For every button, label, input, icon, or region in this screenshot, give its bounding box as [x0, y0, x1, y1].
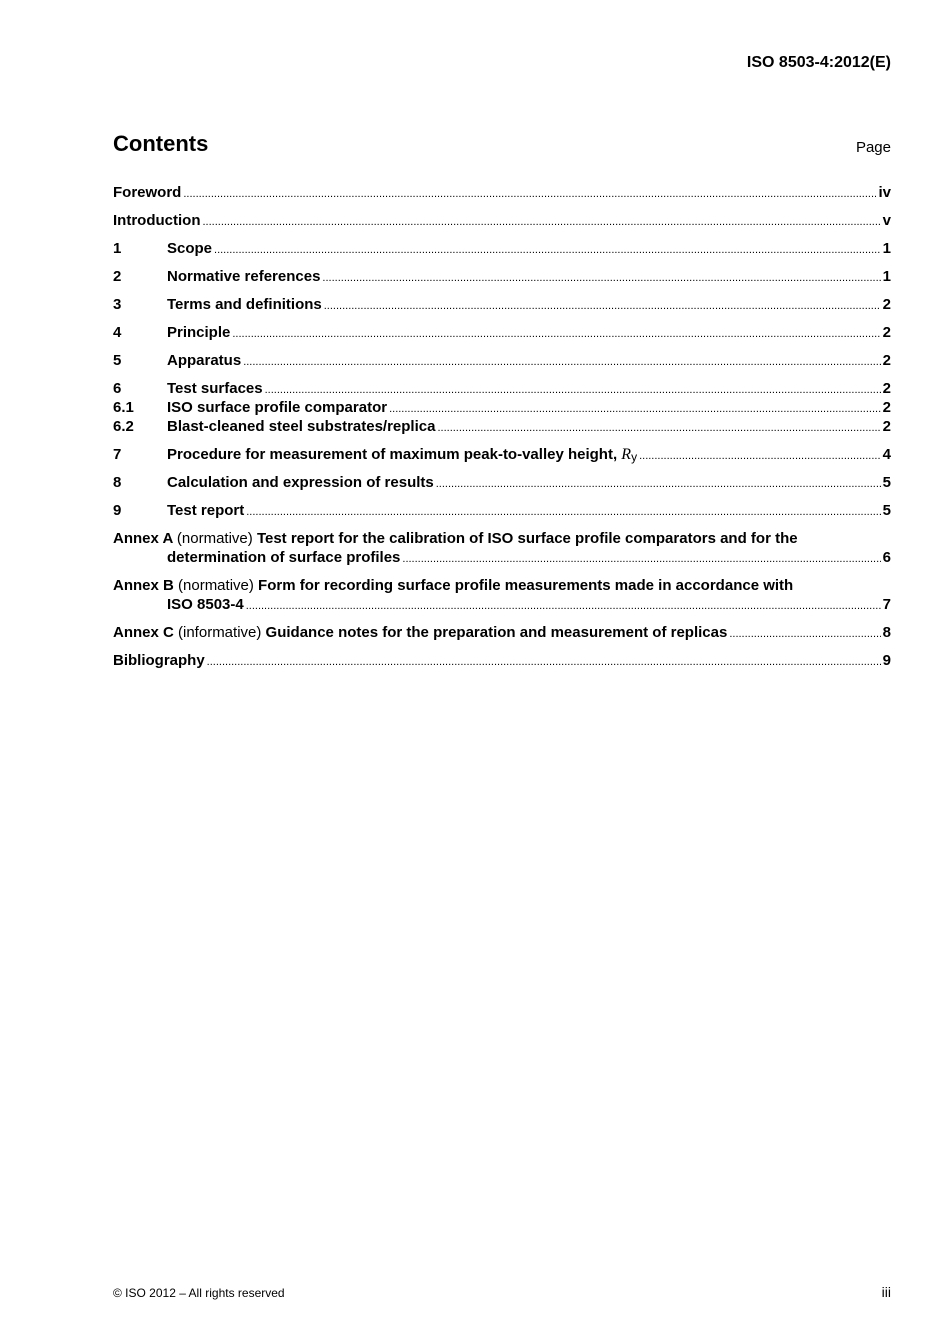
toc-number: 1: [113, 240, 122, 257]
toc-page: 8: [882, 624, 891, 641]
leader-dots: [207, 653, 881, 672]
toc-title: Introduction: [113, 212, 201, 229]
annex-title-line1: Test report for the calibration of ISO surface profile comparators and for the: [256, 530, 798, 547]
annex-a-line2: [113, 548, 891, 567]
leader-dots: [437, 419, 880, 438]
toc-entry-annex-c[interactable]: [113, 623, 891, 642]
toc-page: 7: [882, 596, 891, 613]
leader-dots: [202, 213, 880, 232]
toc-title: Scope: [167, 240, 213, 257]
toc-page: 2: [882, 296, 891, 313]
toc-number: 2: [113, 268, 122, 285]
toc-title: Blast-cleaned steel substrates/replica: [167, 418, 436, 435]
toc-title: Apparatus: [167, 352, 242, 369]
toc-title: [167, 445, 637, 467]
toc-entry-apparatus[interactable]: [113, 351, 891, 370]
footer-copyright: © ISO 2012 – All rights reserved: [113, 1286, 285, 1300]
toc-number: 6: [113, 380, 122, 397]
toc-page: 5: [882, 502, 891, 519]
leader-dots: [214, 241, 881, 260]
toc-number: 4: [113, 324, 122, 341]
annex-type: (normative): [178, 577, 254, 594]
leader-dots: [246, 503, 880, 522]
annex-a-line1: [113, 529, 891, 548]
toc-title: Bibliography: [113, 652, 205, 669]
toc-entry-annex-b[interactable]: [113, 576, 891, 614]
annex-type: (informative): [178, 624, 262, 641]
annex-label: Annex A: [113, 530, 173, 547]
table-of-contents: [113, 183, 891, 670]
toc-entry-terms-definitions[interactable]: [113, 295, 891, 314]
toc-entry-introduction[interactable]: [113, 211, 891, 230]
annex-title-line2: determination of surface profiles: [167, 549, 401, 566]
toc-page: 2: [882, 324, 891, 341]
toc-entry-normative-references[interactable]: [113, 267, 891, 286]
toc-entry-test-report[interactable]: [113, 501, 891, 520]
toc-page: 5: [882, 474, 891, 491]
toc-title: Calculation and expression of results: [167, 474, 434, 491]
leader-dots: [232, 325, 880, 344]
annex-b-line1: [113, 576, 891, 595]
toc-entry-annex-a[interactable]: [113, 529, 891, 567]
leader-dots: [183, 185, 876, 204]
annex-c-text: [113, 623, 727, 642]
toc-number: 6.1: [113, 399, 134, 416]
toc-page: 9: [882, 652, 891, 669]
contents-title: Contents: [113, 131, 209, 156]
annex-title: Guidance notes for the preparation and measurement of replicas: [265, 624, 728, 641]
footer-page-number: iii: [881, 1284, 891, 1300]
toc-number: 6.2: [113, 418, 134, 435]
toc-page: 2: [882, 380, 891, 397]
leader-dots: [324, 297, 881, 316]
toc-number: 8: [113, 474, 122, 491]
toc-number: 5: [113, 352, 122, 369]
toc-page: iv: [878, 184, 891, 201]
toc-entry-surface-profile-comparator[interactable]: [113, 398, 891, 417]
toc-number: 3: [113, 296, 122, 313]
annex-type: (normative): [176, 530, 253, 547]
toc-page: v: [882, 212, 891, 229]
toc-entry-scope[interactable]: [113, 239, 891, 258]
toc-title: Principle: [167, 324, 231, 341]
toc-number: 7: [113, 446, 122, 463]
toc-entry-bibliography[interactable]: [113, 651, 891, 670]
toc-entry-principle[interactable]: [113, 323, 891, 342]
toc-page: 4: [882, 446, 891, 463]
leader-dots: [436, 475, 881, 494]
standard-id: ISO 8503-4:2012(E): [746, 54, 891, 71]
leader-dots: [246, 597, 881, 616]
toc-page: 2: [882, 352, 891, 369]
toc-title: Test report: [167, 502, 245, 519]
annex-b-line2: [113, 595, 891, 614]
leader-dots: [402, 550, 880, 569]
annex-label: Annex B: [113, 577, 174, 594]
toc-title: Test surfaces: [167, 380, 263, 397]
leader-dots: [322, 269, 880, 288]
leader-dots: [243, 353, 880, 372]
toc-entry-procedure-measurement[interactable]: [113, 445, 891, 464]
toc-entry-foreword[interactable]: [113, 183, 891, 202]
page-column-label: Page: [855, 139, 891, 156]
toc-number: 9: [113, 502, 122, 519]
toc-title: Foreword: [113, 184, 182, 201]
toc-entry-test-surfaces[interactable]: [113, 379, 891, 398]
roughness-subscript: y: [631, 450, 638, 464]
leader-dots: [639, 447, 881, 466]
toc-title-text: Procedure for measurement of maximum peak-to-valley height,: [167, 446, 622, 463]
annex-title-line1: Form for recording surface profile measurements made in accordance with: [258, 577, 794, 594]
toc-title: Normative references: [167, 268, 321, 285]
toc-page: 2: [882, 418, 891, 435]
toc-page: 1: [882, 268, 891, 285]
toc-page: 6: [882, 549, 891, 566]
toc-title: ISO surface profile comparator: [167, 399, 388, 416]
toc-entry-calculation-results[interactable]: [113, 473, 891, 492]
toc-title: Terms and definitions: [167, 296, 322, 313]
leader-dots: [389, 400, 881, 419]
roughness-symbol: R: [621, 446, 632, 463]
toc-entry-blast-cleaned-substrates[interactable]: [113, 417, 891, 436]
toc-page: 2: [882, 399, 891, 416]
annex-title-line2: ISO 8503-4: [167, 596, 244, 613]
toc-page: 1: [882, 240, 891, 257]
annex-label: Annex C: [113, 624, 174, 641]
leader-dots: [729, 625, 880, 644]
